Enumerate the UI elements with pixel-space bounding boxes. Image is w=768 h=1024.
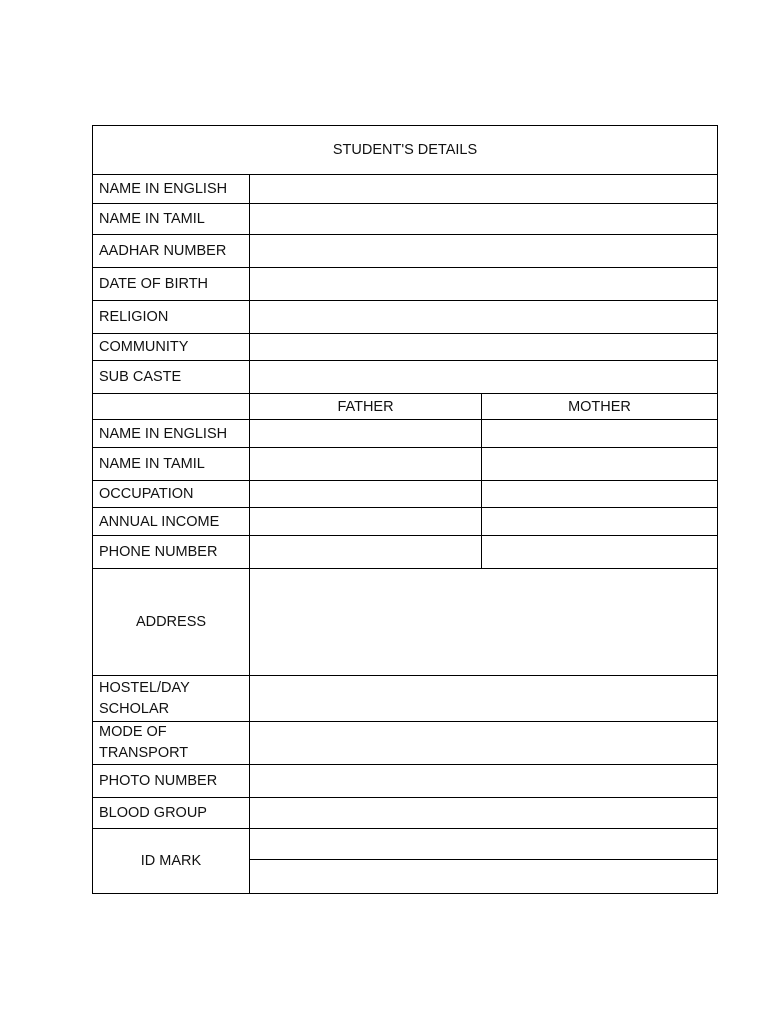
field-label: PHOTO NUMBER (93, 765, 250, 798)
mother-name-english-field[interactable] (482, 420, 718, 448)
field-label: NAME IN TAMIL (93, 448, 250, 481)
field-label: NAME IN ENGLISH (93, 420, 250, 448)
religion-field[interactable] (250, 301, 718, 334)
field-label: OCCUPATION (93, 481, 250, 508)
mother-occupation-field[interactable] (482, 481, 718, 508)
father-annual-income-field[interactable] (250, 508, 482, 536)
mother-annual-income-field[interactable] (482, 508, 718, 536)
father-name-english-field[interactable] (250, 420, 482, 448)
other-row (93, 798, 718, 829)
aadhar-number-field[interactable] (250, 235, 718, 268)
student-row (93, 235, 718, 268)
field-label: NAME IN TAMIL (93, 204, 250, 235)
other-row (93, 765, 718, 798)
field-label: ANNUAL INCOME (93, 508, 250, 536)
address-field[interactable] (250, 569, 718, 676)
student-row (93, 301, 718, 334)
field-label: MODE OF TRANSPORT (93, 722, 250, 765)
parent-row (93, 508, 718, 536)
form-title-row (93, 126, 718, 175)
sub-caste-field[interactable] (250, 361, 718, 394)
student-details-form (92, 125, 718, 894)
father-name-tamil-field[interactable] (250, 448, 482, 481)
parent-row (93, 448, 718, 481)
parent-row (93, 481, 718, 508)
student-row (93, 268, 718, 301)
parent-row (93, 536, 718, 569)
field-label: COMMUNITY (93, 334, 250, 361)
student-row (93, 361, 718, 394)
id-mark-field-2[interactable] (250, 860, 718, 894)
other-row (93, 676, 718, 722)
father-header: FATHER (250, 394, 482, 420)
mode-of-transport-field[interactable] (250, 722, 718, 765)
form-title: STUDENT'S DETAILS (93, 126, 718, 175)
field-label: RELIGION (93, 301, 250, 334)
student-row (93, 175, 718, 204)
field-label: SUB CASTE (93, 361, 250, 394)
father-occupation-field[interactable] (250, 481, 482, 508)
student-name-tamil-field[interactable] (250, 204, 718, 235)
other-row (93, 722, 718, 765)
address-row (93, 569, 718, 676)
field-label: PHONE NUMBER (93, 536, 250, 569)
student-name-english-field[interactable] (250, 175, 718, 204)
student-row (93, 204, 718, 235)
mother-phone-field[interactable] (482, 536, 718, 569)
id-mark-row (93, 829, 718, 860)
id-mark-label: ID MARK (93, 829, 250, 894)
photo-number-field[interactable] (250, 765, 718, 798)
date-of-birth-field[interactable] (250, 268, 718, 301)
community-field[interactable] (250, 334, 718, 361)
mother-name-tamil-field[interactable] (482, 448, 718, 481)
parents-header-row (93, 394, 718, 420)
address-label: ADDRESS (93, 569, 250, 676)
field-label: DATE OF BIRTH (93, 268, 250, 301)
hostel-day-scholar-field[interactable] (250, 676, 718, 722)
mother-header: MOTHER (482, 394, 718, 420)
field-label: HOSTEL/DAY SCHOLAR (93, 676, 250, 722)
field-label: NAME IN ENGLISH (93, 175, 250, 204)
parent-row (93, 420, 718, 448)
id-mark-field-1[interactable] (250, 829, 718, 860)
father-phone-field[interactable] (250, 536, 482, 569)
empty-header-cell (93, 394, 250, 420)
blood-group-field[interactable] (250, 798, 718, 829)
field-label: AADHAR NUMBER (93, 235, 250, 268)
student-row (93, 334, 718, 361)
field-label: BLOOD GROUP (93, 798, 250, 829)
